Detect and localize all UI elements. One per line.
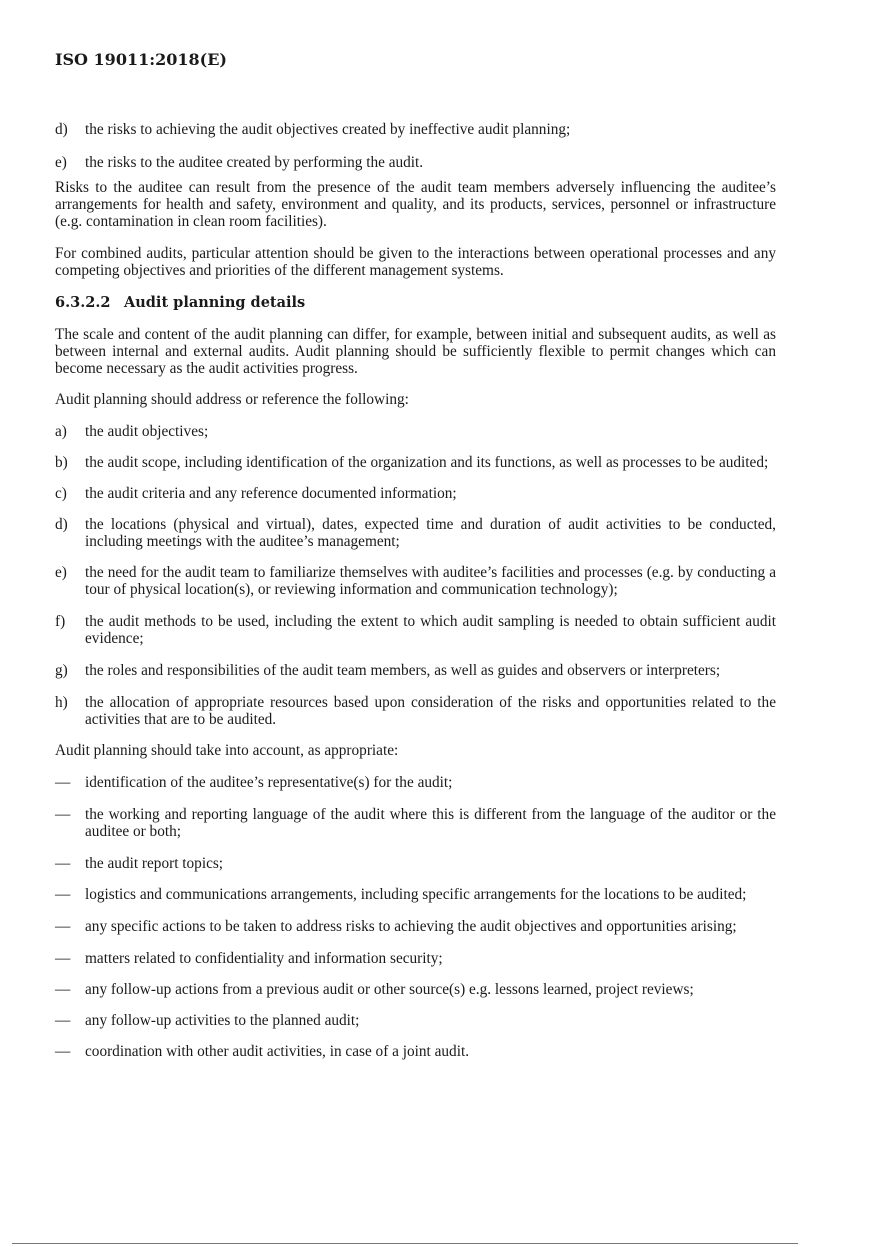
list-item-text: identification of the auditee’s representative(s) for the audit; <box>85 774 453 791</box>
list-item-text: the risks to the auditee created by performing the audit. <box>85 154 424 171</box>
planning-item-e <box>55 564 776 598</box>
planning-item-c <box>55 485 776 502</box>
planning-item-d <box>55 516 776 550</box>
list-marker: g) <box>55 662 68 679</box>
list-item-text: the audit objectives; <box>85 423 209 440</box>
account-item <box>55 806 776 840</box>
section-heading <box>55 294 776 311</box>
list-marker: — <box>55 1043 71 1060</box>
account-item <box>55 774 776 791</box>
list-marker: e) <box>55 154 67 171</box>
list-item-text: the allocation of appropriate resources based upon consideration of the risks and opportunities related to the activities that are to be audited. <box>85 694 776 728</box>
list-marker: — <box>55 886 71 903</box>
paragraph-combined-audits: For combined audits, particular attention should be given to the interactions between operational processes and any competing objectives and priorities of the different management systems. <box>55 245 776 279</box>
planning-item-g <box>55 662 776 679</box>
risk-item-e <box>55 154 776 171</box>
list-item-text: the audit report topics; <box>85 855 224 872</box>
list-marker: f) <box>55 613 66 630</box>
account-item <box>55 1012 776 1029</box>
list-marker: d) <box>55 516 68 533</box>
paragraph-scale-and-content: The scale and content of the audit planning can differ, for example, between initial and subsequent audits, as well as between internal and external audits. Audit planning should be sufficiently flexible to permit changes which can become necessary as the audit activities progress. <box>55 326 776 377</box>
list-item-text: matters related to confidentiality and information security; <box>85 950 443 967</box>
risk-item-d <box>55 121 776 138</box>
list-item-text: any specific actions to be taken to address risks to achieving the audit objectives and opportunities arising; <box>85 918 737 935</box>
footer-divider <box>12 1243 798 1244</box>
account-item <box>55 886 776 903</box>
account-item <box>55 950 776 967</box>
list-item-text: any follow-up actions from a previous audit or other source(s) e.g. lessons learned, project reviews; <box>85 981 694 998</box>
list-item-text: the working and reporting language of the audit where this is different from the language of the auditor or the auditee or both; <box>85 806 776 840</box>
list-item-text: the roles and responsibilities of the audit team members, as well as guides and observers or interpreters; <box>85 662 721 679</box>
list-item-text: the audit scope, including identification of the organization and its functions, as well as processes to be audited; <box>85 454 769 471</box>
list-marker: h) <box>55 694 68 711</box>
list-item-text: any follow-up activities to the planned audit; <box>85 1012 360 1029</box>
list-marker: e) <box>55 564 67 581</box>
document-body <box>55 121 776 1060</box>
document-header: ISO 19011:2018(E) <box>55 50 227 69</box>
list-marker: — <box>55 774 71 791</box>
list-marker: — <box>55 806 71 823</box>
list-marker: — <box>55 918 71 935</box>
list-marker: — <box>55 950 71 967</box>
list-marker: — <box>55 981 71 998</box>
paragraph-address-or-reference: Audit planning should address or reference the following: <box>55 391 409 408</box>
list-marker: c) <box>55 485 67 502</box>
paragraph-risks-to-auditee: Risks to the auditee can result from the presence of the audit team members adversely influencing the auditee’s arrangements for health and safety, environment and quality, and its products, services, personnel or infrastructure (e.g. contamination in clean room facilities). <box>55 179 776 230</box>
list-item-text: the risks to achieving the audit objectives created by ineffective audit planning; <box>85 121 571 138</box>
account-item <box>55 981 776 998</box>
list-item-text: the locations (physical and virtual), dates, expected time and duration of audit activities to be conducted, including meetings with the auditee’s management; <box>85 516 776 550</box>
account-item <box>55 918 776 935</box>
list-marker: d) <box>55 121 68 138</box>
section-number: 6.3.2.2 <box>55 294 111 311</box>
list-item-text: the need for the audit team to familiarize themselves with auditee’s facilities and processes (e.g. by conducting a tour of physical location(s), or reviewing information and communication technology); <box>85 564 776 598</box>
list-marker: — <box>55 855 71 872</box>
paragraph-take-into-account: Audit planning should take into account, as appropriate: <box>55 742 399 759</box>
list-marker: — <box>55 1012 71 1029</box>
list-item-text: coordination with other audit activities, in case of a joint audit. <box>85 1043 470 1060</box>
list-marker: a) <box>55 423 67 440</box>
list-item-text: logistics and communications arrangements, including specific arrangements for the locations to be audited; <box>85 886 747 903</box>
list-item-text: the audit methods to be used, including the extent to which audit sampling is needed to obtain sufficient audit evidence; <box>85 613 776 647</box>
section-title: Audit planning details <box>124 294 306 311</box>
planning-item-b <box>55 454 776 471</box>
account-item <box>55 855 776 872</box>
list-item-text: the audit criteria and any reference documented information; <box>85 485 457 502</box>
planning-item-h <box>55 694 776 728</box>
planning-item-f <box>55 613 776 647</box>
planning-item-a <box>55 423 776 440</box>
account-item <box>55 1043 776 1060</box>
list-marker: b) <box>55 454 68 471</box>
